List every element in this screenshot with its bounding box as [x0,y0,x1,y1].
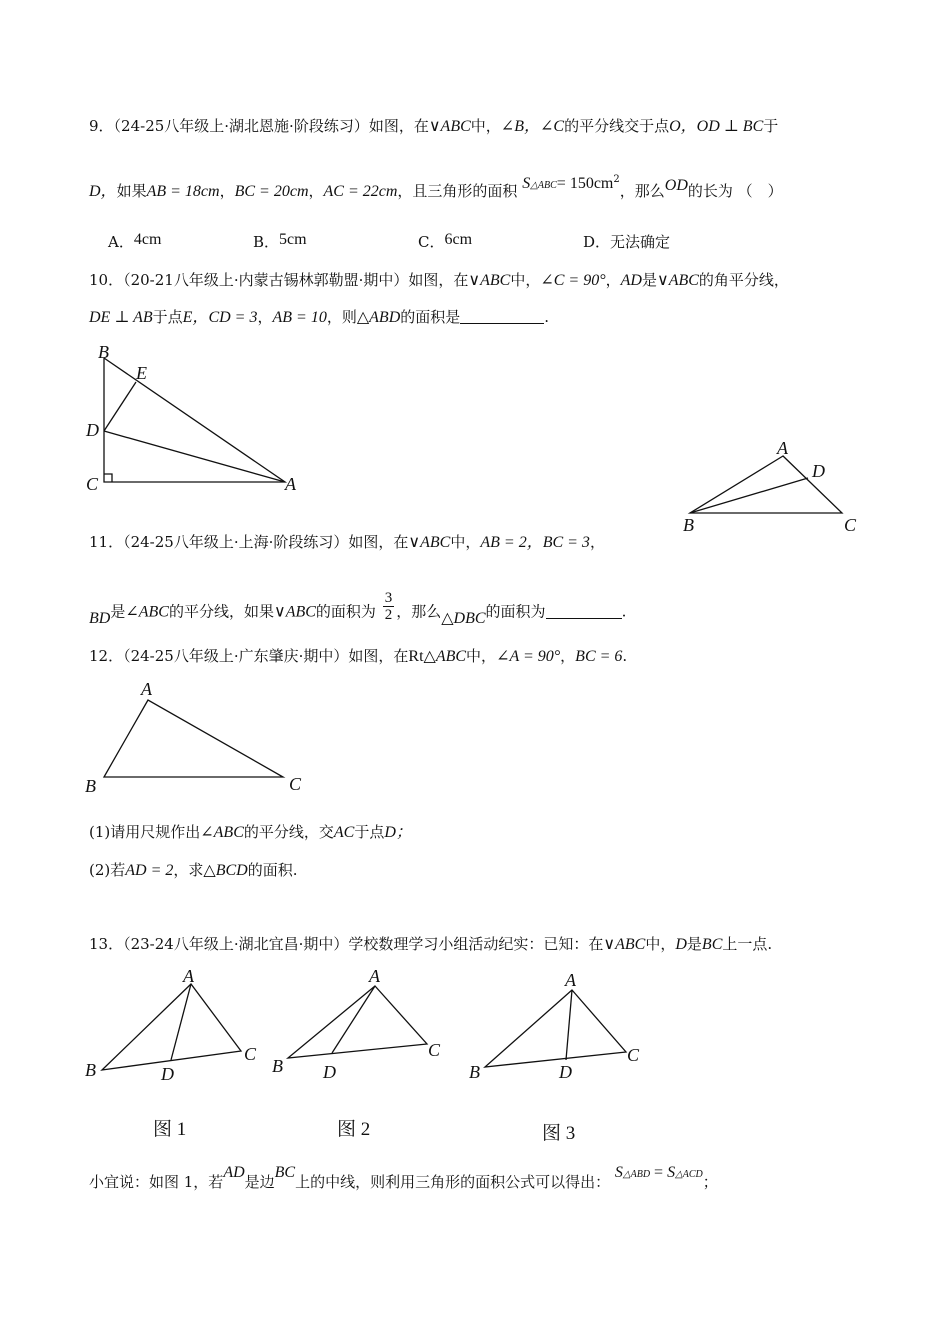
q9-text: 于 [763,117,779,135]
q10-figure [80,338,310,498]
q12-label-c: C [289,774,302,794]
q12-sub1-angle: ∠ABC [200,824,244,841]
q13-caption-fig1: 图 1 [153,1119,187,1140]
q12-sub2-text: ，求 [173,861,204,879]
q10-label-b: B [98,342,109,362]
q13-fig3-segment-ad [566,990,572,1060]
q10-cd: CD = 3 [208,309,258,326]
q11-angle-abc: ∠ABC [125,603,169,621]
q11-line1 [89,532,605,553]
q9-option-c-label: C． [418,233,445,251]
q13-s1-sub: △ABD [622,1169,651,1180]
q13-fig1-label-d: D [161,1064,174,1084]
q13-last-text: 小宜说：如图 1，若 [89,1173,224,1191]
q9-text: 的长为 （ ） [687,182,783,200]
q13-fig2-triangle-outline [288,986,427,1058]
q11-source: （24-25八年级上·上海·阶段练习） [123,533,349,551]
q12-sub1-text: 于点 [354,823,385,841]
q10-text: 是 [641,271,657,289]
q12-end: . [622,647,628,665]
q13-fig3-label-a: A [565,970,576,990]
q10-text: 于点 [152,308,183,326]
q13-fig2-label-b: B [272,1056,283,1076]
q11-fraction [383,590,395,623]
q10-label-c: C [86,474,99,494]
q9-od: OD [664,177,688,194]
q11-text: 如图，在 [348,533,409,551]
q13-figure-3 [465,966,655,1086]
q12-sub2-ad: AD = 2 [125,862,174,879]
q9-option-d[interactable] [583,232,670,252]
q13-s2-sub: △ACD [675,1169,703,1180]
q9-option-b-value: 5cm [279,231,307,248]
q11-text: 是 [110,602,126,621]
q12-rt: Rt [408,648,424,665]
q11-text: 的平分线，如果 [168,602,274,621]
q9-text: 如图，在 [368,117,429,135]
q12-sub1-ac: AC [333,824,355,841]
q12-label-b: B [85,776,96,796]
q9-area-sup: 2 [613,174,620,185]
q9-area-val: = 150cm [556,175,614,192]
q9-option-c[interactable] [418,232,472,253]
q11-triangle: ∨ABC [408,534,451,551]
q9-line1 [89,116,778,137]
q13-last-text: 上的中线，则利用三角形的面积公式可以得出： [295,1173,611,1191]
q13-text: 是 [686,935,702,953]
q13-fig1-segment-ad [171,984,191,1060]
q10-text: 的面积是 [400,308,461,326]
q11-triangle: ∨ABC [273,603,316,621]
q13-figure-2 [268,962,458,1082]
q11-triangle-dbc: △DBC [441,609,486,627]
q10-text: ， [605,271,621,289]
q12-sub1-text: (1)请用尺规作出 [89,823,201,841]
q9-option-d-value: 无法确定 [610,233,671,251]
q13-point-d: D [675,936,687,953]
q10-label-e: E [136,363,147,383]
q10-triangle: ∨ABC [656,272,699,289]
q10-answer-blank[interactable] [460,309,544,324]
q12-figure [80,676,320,801]
q11-fraction-den: 2 [384,607,393,623]
q9-point-d: D， [89,183,117,200]
q12-label-a: A [141,679,152,699]
q11-answer-blank[interactable] [546,604,622,619]
q12-text: ， [560,647,576,665]
q9-text: 的平分线交于点 [564,117,670,135]
q12-line1 [89,646,627,667]
q13-caption-fig3: 图 3 [542,1123,576,1144]
q12-sub2-text: (2)若 [89,861,126,879]
q13-last-text: 是边 [244,1173,275,1191]
q12-sub1-text: 的平分线，交 [243,823,334,841]
q12-sub2-text: 的面积. [247,861,298,879]
q9-text: ，那么 [619,182,665,200]
q9-text: 如果 [116,182,147,200]
q9-sep: ， [308,182,324,200]
q13-bc: BC [701,936,723,953]
q9-sep: ， [219,182,235,200]
q10-label-d: D [86,420,99,440]
q12-angle-a: ∠A = 90° [496,648,561,665]
q13-fig2-label-c: C [428,1040,441,1060]
q10-label-a: A [285,474,296,494]
q11-label-d: D [812,461,825,481]
q12-bc: BC = 6 [575,648,623,665]
q10-source: （20-21八年级上·内蒙古锡林郭勒盟·期中） [123,271,409,289]
q13-last-bc: BC [274,1164,296,1181]
q12-triangle-outline [104,700,283,777]
q9-od-perp: OD ⊥ BC [696,118,764,135]
q11-bd: BD [89,609,111,627]
q11-text: 的面积为 [315,602,376,621]
q13-text: 中， [645,935,676,953]
q10-text: 如图，在 [408,271,469,289]
q9-source: （24-25八年级上·湖北恩施·阶段练习） [113,117,369,135]
q9-area-s: S [522,175,531,192]
q9-option-c-value: 6cm [444,231,473,248]
q13-fig2-label-a: A [369,966,380,986]
q12-number: 12． [89,647,124,665]
q13-fig1-label-b: B [85,1060,96,1080]
q13-last-ad: AD [223,1164,245,1181]
q10-triangle: ∨ABC [468,272,511,289]
q9-option-a[interactable] [108,232,161,253]
q9-area-sub: △ABC [530,180,557,191]
q12-triangle: △ABC [423,648,467,665]
q10-de-perp: DE ⊥ AB [89,309,153,326]
q13-fig1-label-c: C [244,1044,257,1064]
q10-angle-c: ∠C = 90° [540,272,606,289]
q9-text: 中， [470,117,501,135]
q11-label-b: B [683,515,694,535]
q12-sub2 [89,860,297,881]
q9-option-a-label: A． [108,233,134,251]
q12-text: 中， [466,647,497,665]
q13-fig1-label-a: A [183,966,194,986]
q10-ab: AB = 10 [272,309,327,326]
q10-text: 的角平分线， [698,271,789,289]
q11-text: ， [589,533,605,551]
q11-text: 中， [450,533,481,551]
q11-ab-bc: AB = 2，BC = 3 [480,534,590,551]
q13-fig2-segment-ad [332,986,375,1053]
q10-segment-da [104,431,285,482]
q9-option-a-value: 4cm [133,231,162,248]
q9-area [522,174,620,192]
q13-eq: = [650,1164,668,1181]
q13-triangle: ∨ABC [603,936,646,953]
q11-text: 的面积为 [485,602,546,621]
q10-end: . [544,308,550,326]
q13-caption-fig2: 图 2 [337,1119,371,1140]
q9-ab: AB = 18cm [146,183,220,200]
q10-segment-de [104,382,136,431]
q11-label-c: C [844,515,857,535]
q10-text: ， [257,308,273,326]
q10-text: 中， [510,271,541,289]
q13-fig3-triangle-outline [485,990,626,1067]
q13-area-equation [615,1163,703,1181]
q11-label-a: A [777,438,788,458]
q10-ad: AD [620,272,642,289]
q12-source: （24-25八年级上·广东肇庆·期中） [123,647,349,665]
q13-last-end: ； [702,1173,718,1191]
q12-sub2-triangle: △BCD [203,862,248,879]
q9-text: ，且三角形的面积 [397,182,518,200]
q13-figure-1 [80,966,270,1086]
q12-sub1-point-d: D； [384,824,412,841]
q9-triangle: ∨ABC [428,118,471,135]
q13-fig3-label-b: B [469,1062,480,1082]
q13-s2: S [667,1164,676,1181]
q13-line1 [89,934,772,955]
q10-text: ，则 [326,308,357,326]
q13-fig3-label-c: C [627,1045,640,1065]
q9-line2 [89,174,783,204]
q10-triangle-outline [104,358,285,482]
q13-fig3-label-d: D [559,1062,572,1082]
q9-bc: BC = 20cm [234,183,309,200]
q11-end: . [621,602,627,621]
q10-number: 10． [89,271,124,289]
q9-option-d-label: D． [583,233,611,251]
q13-s1: S [614,1164,623,1181]
q11-number: 11． [89,533,124,551]
q10-point-e: E， [182,309,209,326]
q12-sub1 [89,822,412,843]
q13-fig2-label-d: D [323,1062,336,1082]
q9-point-o: O， [669,118,697,135]
q10-triangle-abd: △ABD [356,309,401,326]
q10-line1 [89,270,789,291]
q11-segment-bd [690,478,808,513]
q9-option-b[interactable] [253,232,307,253]
q10-line2 [89,307,549,328]
q12-text: 如图，在 [348,647,409,665]
q13-source: （23-24八年级上·湖北宜昌·期中） [123,935,349,953]
q11-text: ，那么 [396,602,442,621]
q9-ac: AC = 22cm [323,183,398,200]
q11-fraction-num: 3 [384,590,393,606]
q11-figure [678,436,868,536]
q9-option-b-label: B． [253,233,280,251]
q9-angles: ∠B，∠C [500,118,565,135]
q13-text: 上一点. [722,935,773,953]
q13-text: 学校数理学习小组活动纪实：已知：在 [348,935,604,953]
q13-number: 13． [89,935,124,953]
q10-right-angle-mark [104,474,112,482]
q13-last-line [89,1164,718,1195]
q11-line2 [89,590,627,629]
q9-number: 9． [89,117,114,135]
